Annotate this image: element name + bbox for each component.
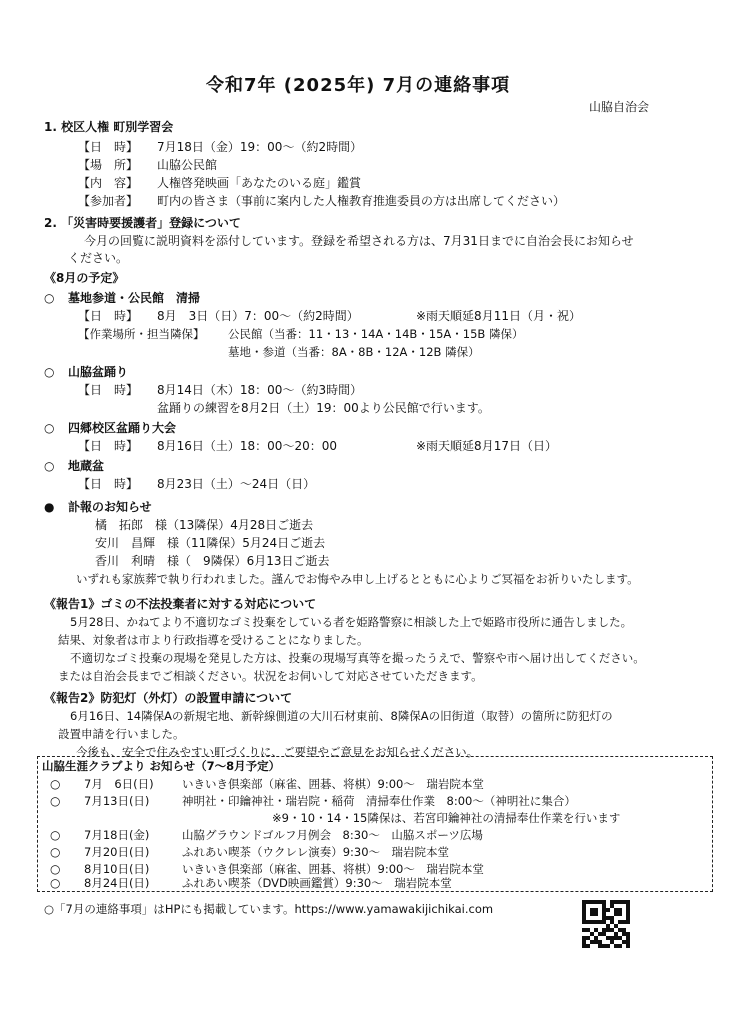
section-1-row-value: 7月18日（金）19：00～（約2時間） (157, 140, 363, 154)
event-date-label: 【日 時】 (78, 439, 139, 453)
bullet-icon: ○ (50, 794, 61, 808)
bullet-icon: ○ (44, 291, 55, 305)
bullet-icon: ○ (50, 828, 61, 842)
club-item-date: 8月24日(日) (84, 876, 150, 890)
club-heading: 山脇生涯クラブより お知らせ（7～8月予定） (42, 759, 281, 773)
event-name: 山脇盆踊り (68, 365, 129, 379)
obituary-heading: 訃報のお知らせ (68, 500, 152, 514)
section-2-body-line: ください。 (68, 251, 129, 265)
obituary-entry: 安川 昌輝 様（11隣保）5月24日ご逝去 (95, 536, 326, 550)
report-1-heading: 《報告1》ゴミの不法投棄者に対する対応について (44, 597, 317, 611)
event-area: 墓地・参道（当番：8A・8B・12A・12B 隣保） (228, 345, 480, 359)
bullet-icon: ● (44, 500, 55, 514)
event-date-label: 【日 時】 (78, 383, 139, 397)
event-note: ※雨天順延8月11日（月・祝） (416, 309, 581, 323)
event-name: 地蔵盆 (68, 459, 105, 473)
report-2-body-line: 6月16日、14隣保Aの新規宅地、新幹線側道の大川石材東前、8隣保Aの旧街道（取替）の箇所に防犯灯の (70, 709, 613, 723)
august-heading: 《8月の予定》 (44, 271, 125, 285)
report-1-body-line: または自治会長までご相談ください。状況をお伺いして対応させていただきます。 (58, 669, 483, 683)
section-2-body-line: 今月の回覧に説明資料を添付しています。登録を希望される方は、7月31日までに自治会長にお知らせ (84, 234, 634, 248)
report-2-body-line: 今後も、安全で住みやすい町づくりに、ご要望やご意見をお知らせください。 (76, 745, 479, 759)
event-date-label: 【日 時】 (78, 477, 139, 491)
report-1-body-line: 不適切なゴミ投棄の現場を発見した方は、投棄の現場写真等を撮ったうえで、警察や市へ届け出してください。 (70, 651, 645, 665)
section-1-row-value: 人権啓発映画「あなたのいる庭」鑑賞 (157, 176, 362, 190)
page-title: 令和7年 (2025年) 7月の連絡事項 (206, 75, 511, 96)
event-note: ※雨天順延8月17日（日） (416, 439, 557, 453)
event-date: 8月 3日（日）7：00～（約2時間） (157, 309, 359, 323)
report-2-body-line: 設置申請を行いました。 (58, 727, 185, 741)
obituary-closing: いずれも家族葬で執り行われました。謹んでお悔やみ申し上げるとともに心よりご冥福をお祈りいたします。 (76, 572, 639, 586)
club-item-text: いきいき倶楽部（麻雀、囲碁、将棋）9:00～ 瑞岩院本堂 (182, 862, 484, 876)
club-item-text: いきいき倶楽部（麻雀、囲碁、将棋）9:00～ 瑞岩院本堂 (182, 777, 484, 791)
event-date: 8月16日（土）18：00～20：00 (157, 439, 337, 453)
section-1-row-label: 【日 時】 (78, 140, 139, 154)
event-date-label: 【日 時】 (78, 309, 139, 323)
club-item-text: 山脇グラウンドゴルフ月例会 8:30～ 山脇スポーツ広場 (182, 828, 483, 842)
club-item-date: 8月10日(日) (84, 862, 150, 876)
event-date: 8月23日（土）～24日（日） (157, 477, 316, 491)
bullet-icon: ○ (44, 365, 55, 379)
section-1-row-label: 【内 容】 (78, 176, 139, 190)
event-name: 四郷校区盆踊り大会 (68, 421, 177, 435)
section-1-row-value: 山脇公民館 (157, 158, 218, 172)
event-extra: 盆踊りの練習を8月2日（土）19：00より公民館で行います。 (157, 401, 490, 415)
section-1-row-value: 町内の皆さま（事前に案内した人権教育推進委員の方は出席してください） (157, 194, 566, 208)
obituary-entry: 香川 利晴 様（ 9隣保）6月13日ご逝去 (95, 554, 330, 568)
bullet-icon: ○ (44, 421, 55, 435)
bullet-icon: ○ (50, 862, 61, 876)
obituary-entry: 橘 拓郎 様（13隣保）4月28日ご逝去 (95, 518, 314, 532)
event-date: 8月14日（木）18：00～（約3時間） (157, 383, 363, 397)
section-1-heading: 1. 校区人権 町別学習会 (44, 120, 174, 134)
club-item-text: ふれあい喫茶（DVD映画鑑賞）9:30～ 瑞岩院本堂 (182, 876, 452, 890)
club-note: ※9・10・14・15隣保は、若宮印鑰神社の清掃奉仕作業を行います (272, 811, 621, 825)
event-area-label: 【作業場所・担当隣保】 (78, 327, 205, 341)
club-item-date: 7月 6日(日) (84, 777, 154, 791)
section-1-row-label: 【場 所】 (78, 158, 139, 172)
event-name: 墓地参道・公民館 清掃 (68, 291, 201, 305)
bullet-icon: ○ (50, 777, 61, 791)
club-item-text: 神明社・印鑰神社・瑞岩院・稲荷 清掃奉仕作業 8:00～（神明社に集合） (182, 794, 576, 808)
section-1-row-label: 【参加者】 (78, 194, 139, 208)
report-1-body-line: 5月28日、かねてより不適切なゴミ投棄をしている者を姫路警察に相談した上で姫路市役所に通告しました。 (70, 615, 633, 629)
organization-name: 山脇自治会 (589, 100, 650, 114)
bullet-icon: ○ (50, 845, 61, 859)
club-item-date: 7月13日(日) (84, 794, 150, 808)
report-2-heading: 《報告2》防犯灯（外灯）の設置申請について (44, 691, 293, 705)
report-1-body-line: 結果、対象者は市より行政指導を受けることになりました。 (58, 633, 369, 647)
club-item-text: ふれあい喫茶（ウクレレ演奏）9:30～ 瑞岩院本堂 (182, 845, 450, 859)
qr-code-icon[interactable] (582, 900, 630, 948)
footer-website-note[interactable]: ○「7月の連絡事項」はHPにも掲載しています。https://www.yamawakijichikai.com (44, 902, 494, 916)
bullet-icon: ○ (44, 459, 55, 473)
bullet-icon: ○ (50, 876, 61, 890)
section-2-heading: 2. 「災害時要援護者」登録について (44, 216, 241, 230)
club-item-date: 7月20日(日) (84, 845, 150, 859)
club-item-date: 7月18日(金) (84, 828, 150, 842)
event-area: 公民館（当番：11・13・14A・14B・15A・15B 隣保） (228, 327, 524, 341)
